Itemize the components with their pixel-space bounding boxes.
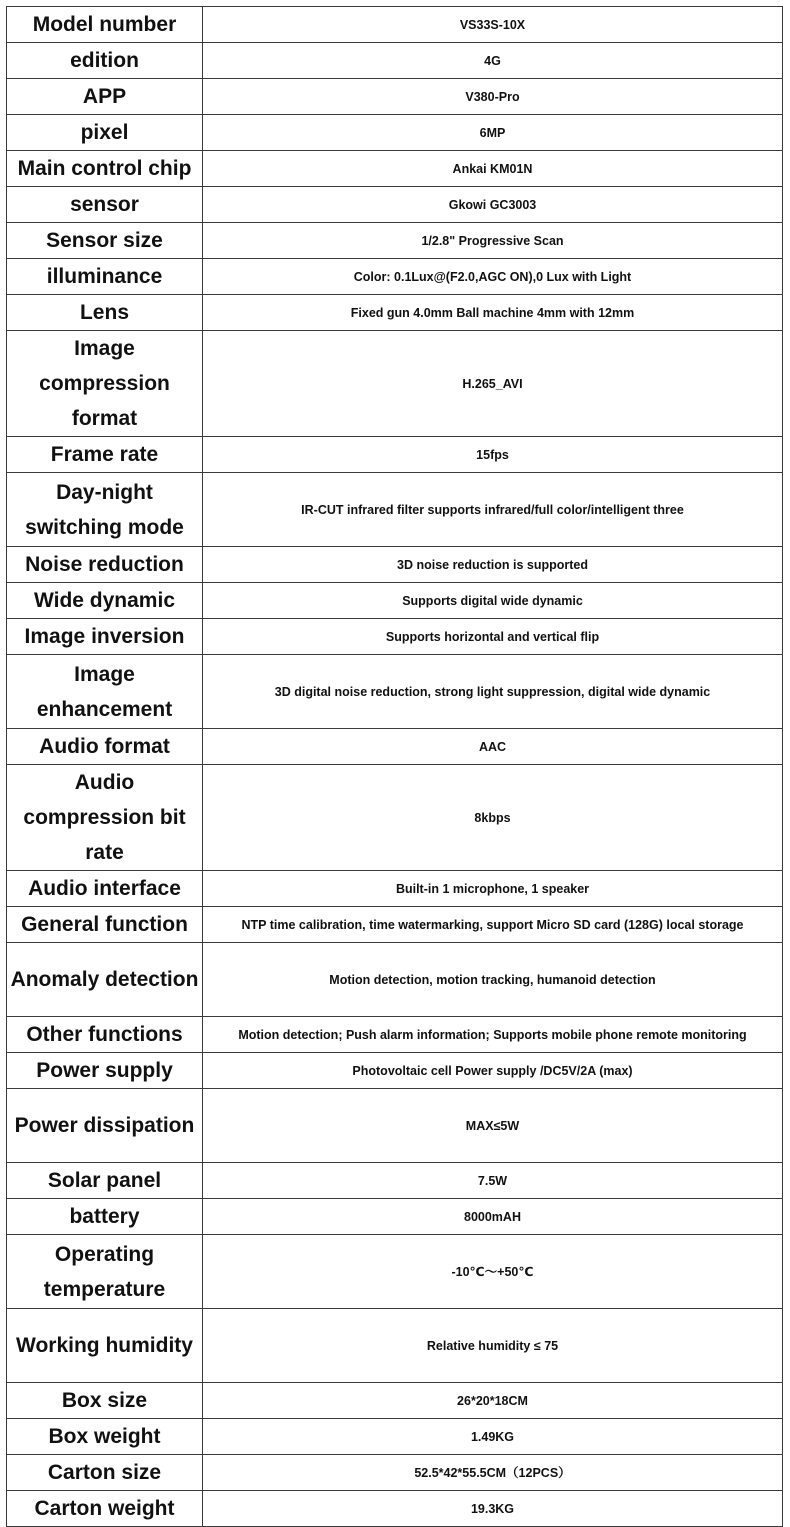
spec-value: Relative humidity ≤ 75 — [203, 1309, 783, 1383]
spec-row — [7, 7, 783, 43]
spec-row — [7, 473, 783, 547]
spec-label: Carton size — [7, 1455, 203, 1491]
spec-row — [7, 1491, 783, 1527]
spec-label: Frame rate — [7, 437, 203, 473]
spec-label: illuminance — [7, 259, 203, 295]
spec-value: Fixed gun 4.0mm Ball machine 4mm with 12mm — [203, 295, 783, 331]
spec-label: Image inversion — [7, 619, 203, 655]
spec-value: 52.5*42*55.5CM（12PCS） — [203, 1455, 783, 1491]
spec-label: Lens — [7, 295, 203, 331]
spec-label: pixel — [7, 115, 203, 151]
spec-row — [7, 1053, 783, 1089]
spec-value: IR-CUT infrared filter supports infrared/full color/intelligent three — [203, 473, 783, 547]
spec-row — [7, 619, 783, 655]
spec-label: Solar panel — [7, 1163, 203, 1199]
spec-value: AAC — [203, 729, 783, 765]
spec-row — [7, 1235, 783, 1309]
spec-label: Image compression format — [7, 331, 203, 437]
spec-row — [7, 437, 783, 473]
spec-label: battery — [7, 1199, 203, 1235]
spec-label: edition — [7, 43, 203, 79]
spec-value: 8kbps — [203, 765, 783, 871]
spec-row — [7, 583, 783, 619]
spec-row — [7, 79, 783, 115]
spec-row — [7, 151, 783, 187]
spec-row — [7, 907, 783, 943]
spec-row — [7, 655, 783, 729]
spec-value: Photovoltaic cell Power supply /DC5V/2A (max) — [203, 1053, 783, 1089]
spec-label: Noise reduction — [7, 547, 203, 583]
spec-table — [6, 6, 783, 1527]
spec-value: VS33S-10X — [203, 7, 783, 43]
spec-row — [7, 1455, 783, 1491]
spec-row — [7, 729, 783, 765]
spec-label: Anomaly detection — [7, 943, 203, 1017]
spec-row — [7, 547, 783, 583]
spec-row — [7, 1383, 783, 1419]
spec-row — [7, 765, 783, 871]
spec-row — [7, 1199, 783, 1235]
spec-label: Sensor size — [7, 223, 203, 259]
spec-label: Wide dynamic — [7, 583, 203, 619]
spec-value: Motion detection; Push alarm information; Supports mobile phone remote monitoring — [203, 1017, 783, 1053]
spec-row — [7, 331, 783, 437]
spec-label: Model number — [7, 7, 203, 43]
spec-value: Color: 0.1Lux@(F2.0,AGC ON),0 Lux with Light — [203, 259, 783, 295]
spec-row — [7, 943, 783, 1017]
spec-value: Motion detection, motion tracking, humanoid detection — [203, 943, 783, 1017]
spec-label: Box size — [7, 1383, 203, 1419]
spec-value: 3D noise reduction is supported — [203, 547, 783, 583]
spec-label: Audio interface — [7, 871, 203, 907]
spec-row — [7, 115, 783, 151]
spec-value: Supports horizontal and vertical flip — [203, 619, 783, 655]
spec-value: Ankai KM01N — [203, 151, 783, 187]
spec-label: Day-night switching mode — [7, 473, 203, 547]
spec-row — [7, 1163, 783, 1199]
spec-value: NTP time calibration, time watermarking, support Micro SD card (128G) local storage — [203, 907, 783, 943]
spec-value: 7.5W — [203, 1163, 783, 1199]
spec-label: Carton weight — [7, 1491, 203, 1527]
spec-value: 15fps — [203, 437, 783, 473]
spec-row — [7, 871, 783, 907]
spec-label: Image enhancement — [7, 655, 203, 729]
spec-row — [7, 1309, 783, 1383]
spec-label: Main control chip — [7, 151, 203, 187]
spec-row — [7, 187, 783, 223]
spec-value: Gkowi GC3003 — [203, 187, 783, 223]
spec-label: Working humidity — [7, 1309, 203, 1383]
spec-value: Supports digital wide dynamic — [203, 583, 783, 619]
spec-value: 4G — [203, 43, 783, 79]
spec-value: MAX≤5W — [203, 1089, 783, 1163]
spec-value: 26*20*18CM — [203, 1383, 783, 1419]
spec-label: Power dissipation — [7, 1089, 203, 1163]
spec-label: Audio format — [7, 729, 203, 765]
spec-value: 8000mAH — [203, 1199, 783, 1235]
spec-row — [7, 1089, 783, 1163]
spec-value: V380-Pro — [203, 79, 783, 115]
spec-value: 6MP — [203, 115, 783, 151]
spec-row — [7, 259, 783, 295]
spec-label: Power supply — [7, 1053, 203, 1089]
spec-value: 3D digital noise reduction, strong light suppression, digital wide dynamic — [203, 655, 783, 729]
spec-label: Other functions — [7, 1017, 203, 1053]
spec-value: Built-in 1 microphone, 1 speaker — [203, 871, 783, 907]
spec-value: H.265_AVI — [203, 331, 783, 437]
spec-label: APP — [7, 79, 203, 115]
spec-row — [7, 1419, 783, 1455]
spec-label: Audio compression bit rate — [7, 765, 203, 871]
spec-label: Box weight — [7, 1419, 203, 1455]
spec-label: sensor — [7, 187, 203, 223]
spec-value: 1/2.8" Progressive Scan — [203, 223, 783, 259]
spec-row — [7, 223, 783, 259]
spec-row — [7, 1017, 783, 1053]
spec-row — [7, 295, 783, 331]
spec-row — [7, 43, 783, 79]
spec-label: Operating temperature — [7, 1235, 203, 1309]
spec-value: -10℃～+50℃ — [203, 1235, 783, 1309]
spec-value: 1.49KG — [203, 1419, 783, 1455]
spec-label: General function — [7, 907, 203, 943]
spec-value: 19.3KG — [203, 1491, 783, 1527]
